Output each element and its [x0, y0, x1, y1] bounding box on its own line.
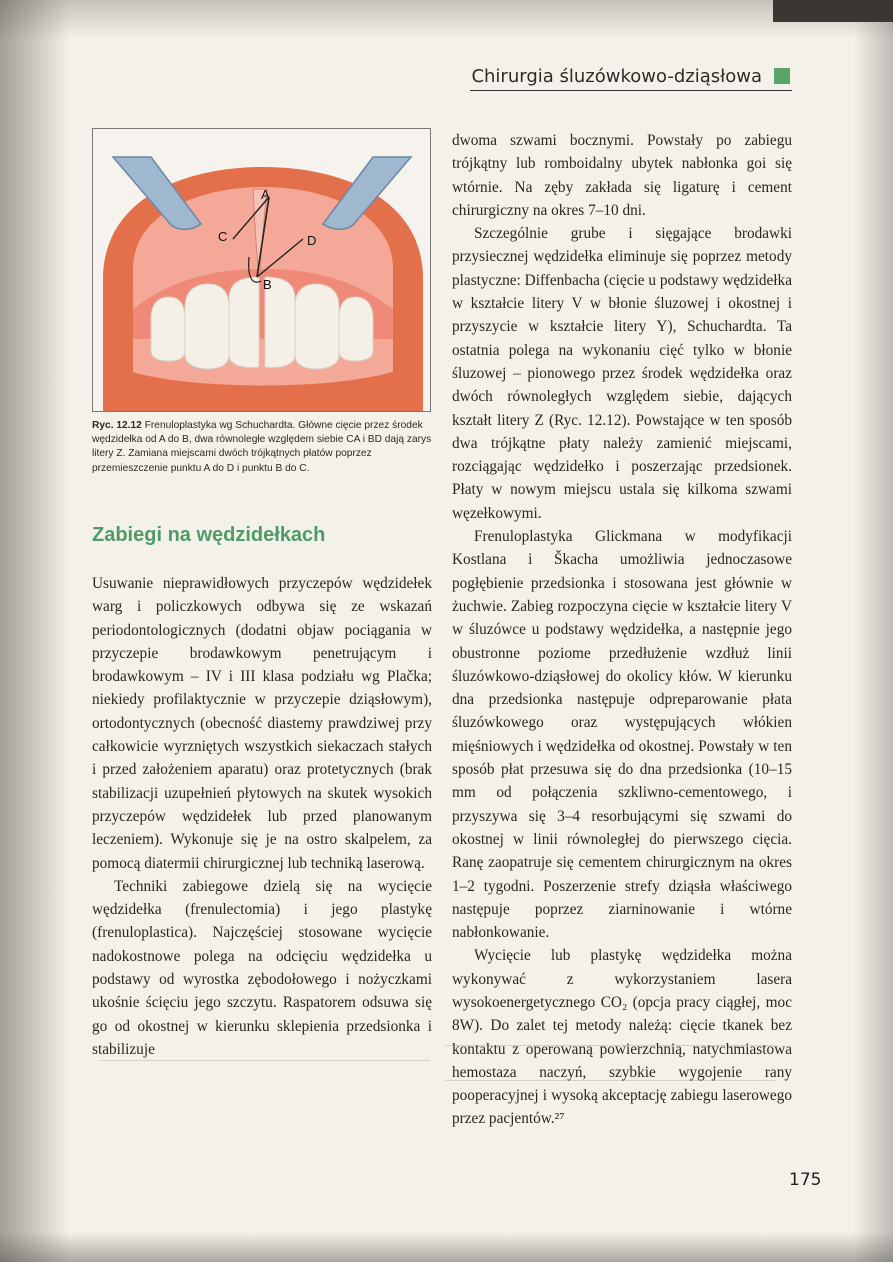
- paragraph: Wycięcie lub plastykę wędzidełka można wykonywać z wykorzystaniem lasera wysokoenergetycznego CO₂ (opcja pracy ciągłej, moc 8W). Do zalet tej metody należą: cięcie tkanek bez kontaktu z operowaną powierzchnią, natychmiastowa hemostaza naczyń, szybkie wygojenie rany pooperacyjnej i wysoką akceptację zabiegu laserowego przez pacjentów.²⁷: [452, 947, 792, 1128]
- scan-shadow-top: [0, 0, 893, 40]
- scan-dark-corner: [773, 0, 893, 22]
- label-b: B: [263, 277, 272, 292]
- label-a: A: [261, 187, 270, 202]
- scan-shadow-bottom: [0, 1232, 893, 1262]
- paragraph: Szczególnie grube i sięgające brodawki przysiecznej wędzidełka eliminuje się poprzez metody plastyczne: Diffenbacha (cięcie u podstawy wędzidełka w kształcie litery V w błonie śluzowej i okostnej i przyszycie w kształcie litery Y), Schuchardta. Ta ostatnia polega na wykonaniu cięć tylko w błonie śluzowej – pionowego przez środek wędzidełka oraz dwóch równoległych względem siebie, dających kształt litery Z (Ryc. 12.12). Powstające w ten sposób dwa trójkątne płaty należy zamienić miejscami, rozciągając wędzidełko i poszerzając przedsionek. Płaty w nowym miejscu ustala się kilkoma szwami węzełkowymi.: [452, 225, 792, 522]
- paragraph: Usuwanie nieprawidłowych przyczepów wędzidełek warg i policzkowych odbywa się ze wskazań periodontologicznych (dodatni objaw pociągania w przyczepie brodawkowym penetrującym i brodawkowym – IV i III klasa podziału wg Plačka; niekiedy profilaktycznie w przyczepie dziąsłowym), ortodontycznych (obecność diastemy prawdziwej przy całkowicie wyrzniętych wszystkich siekaczach stałych i przed założeniem aparatu) oraz protetycznych (brak stabilizacji uzupełnień płytowych na skutek wysokich przyczepów wędzidełek lub przed planowanym leczeniem). Wykonuje się je na ostro skalpelem, za pomocą diatermii chirurgicznej lub techniką laserową.: [92, 575, 432, 872]
- caption-number: Ryc. 12.12: [92, 420, 142, 431]
- paragraph: dwoma szwami bocznymi. Powstały po zabiegu trójkątny lub romboidalny ubytek nabłonka goi się wtórnie. Na zęby zakłada się ligaturę i cement chirurgiczny na okres 7–10 dni.: [452, 132, 792, 219]
- header-accent-square: [774, 68, 790, 84]
- figure-caption: [92, 419, 432, 476]
- label-c: C: [218, 229, 228, 244]
- scan-shadow-left: [0, 0, 70, 1262]
- page-number: 175: [789, 1170, 822, 1190]
- caption-text: Frenuloplastyka wg Schuchardta. Główne cięcie przez środek wędzidełka od A do B, dwa równoległe względem siebie CA i BD dają zarys litery Z. Zamiana miejscami dwóch trójkątnych płatów poprzez przemieszczenie punktu A do D i punktu B do C.: [92, 420, 432, 474]
- label-d: D: [307, 233, 317, 248]
- header-title: Chirurgia śluzówkowo-dziąsłowa: [471, 66, 762, 87]
- figure-frenuloplasty: [92, 128, 431, 412]
- right-column: [452, 129, 792, 1131]
- paragraph: Techniki zabiegowe dzielą się na wycięcie wędzidełka (frenulectomia) i jego plastykę (frenuloplastica). Najczęściej stosowane wycięcie nadokostnowe polega na odcięciu wędzidełka u podstawy od wyrostka zębodołowego i nożyczkami ukośnie ścięciu jego szczytu. Raspatorem odsuwa się go od okostnej w kierunku sklepienia przedsionka i stabilizuje: [92, 877, 432, 1058]
- frenuloplasty-illustration: [93, 129, 430, 411]
- scan-shadow-right: [853, 0, 893, 1262]
- left-column: [92, 572, 432, 1061]
- running-header: [470, 62, 792, 91]
- paragraph: Frenuloplastyka Glickmana w modyfikacji Kostlana i Škacha umożliwia jednoczasowe pogłębienie przedsionka i stosowana jest głównie w żuchwie. Zabieg rozpoczyna cięcie w kształcie litery V w śluzówce u podstawy wędzidełka, a następnie jego obustronne poziome przedłużenie wzdłuż linii śluzówkowo-dziąsłowej do okolicy kłów. W kierunku dna przedsionka następuje odpreparowanie płata śluzówkowego oraz występujących włókien mięśniowych i wędzidełka od okostnej. Powstały w ten sposób płat przesuwa się do dna przedsionka (10–15 mm od połączenia szkliwno-cementowego, i przyszywa się 3–4 resorbującymi się szwami do okostnej w linii równoległej do pierwszego cięcia. Ranę zaopatruje się cementem chirurgicznym na okres 1–2 tygodni. Poszerzenie strefy dziąsła właściwego następuje poprzez ziarninowanie i wtórne nabłonkowanie.: [452, 528, 792, 942]
- section-heading: Zabiegi na wędzidełkach: [92, 524, 326, 546]
